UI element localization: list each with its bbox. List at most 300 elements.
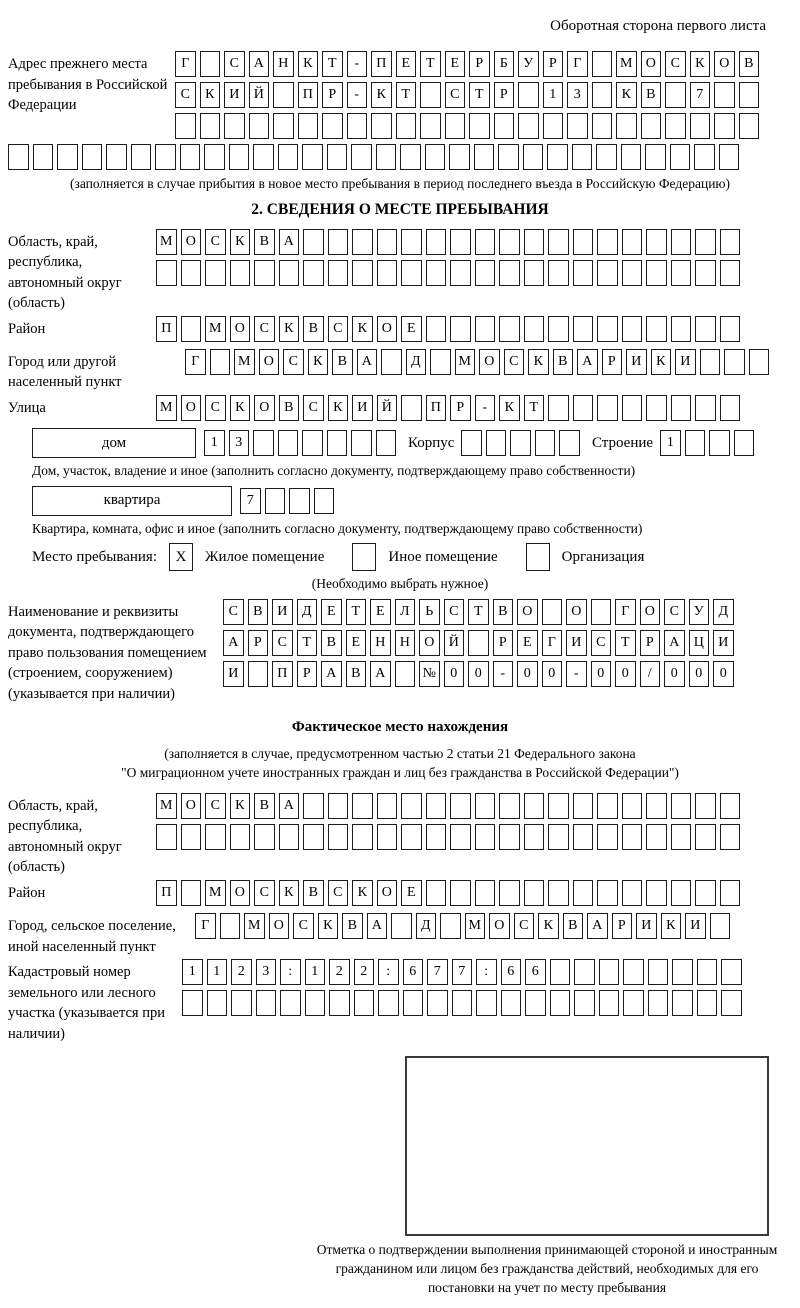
char-box[interactable] [220, 913, 241, 939]
char-box[interactable]: В [342, 913, 363, 939]
char-box[interactable]: М [156, 793, 177, 819]
char-box[interactable]: С [293, 913, 314, 939]
char-box[interactable] [273, 82, 294, 108]
char-box[interactable] [450, 260, 471, 286]
char-box[interactable] [592, 113, 613, 139]
char-box[interactable] [710, 913, 731, 939]
char-box[interactable] [377, 260, 398, 286]
char-box[interactable]: Г [542, 630, 563, 656]
char-box[interactable]: Р [602, 349, 623, 375]
char-box[interactable] [425, 144, 446, 170]
char-box[interactable]: О [230, 316, 251, 342]
char-box[interactable]: М [205, 316, 226, 342]
char-box[interactable] [695, 229, 716, 255]
char-box[interactable] [200, 113, 221, 139]
char-box[interactable] [697, 959, 718, 985]
char-box[interactable]: 1 [204, 430, 225, 456]
char-box[interactable] [524, 824, 545, 850]
char-box[interactable]: К [200, 82, 221, 108]
char-box[interactable]: В [303, 880, 324, 906]
char-box[interactable]: С [504, 349, 525, 375]
char-box[interactable] [724, 349, 745, 375]
char-box[interactable] [440, 913, 461, 939]
char-box[interactable] [354, 990, 375, 1016]
char-box[interactable] [180, 144, 201, 170]
char-box[interactable] [592, 51, 613, 77]
char-box[interactable]: О [254, 395, 275, 421]
char-box[interactable]: П [156, 316, 177, 342]
char-box[interactable] [426, 316, 447, 342]
char-box[interactable] [739, 113, 760, 139]
char-box[interactable] [430, 349, 451, 375]
char-box[interactable] [207, 990, 228, 1016]
char-box[interactable] [328, 824, 349, 850]
char-box[interactable] [573, 260, 594, 286]
char-box[interactable] [621, 144, 642, 170]
char-box[interactable] [645, 144, 666, 170]
char-box[interactable] [305, 990, 326, 1016]
char-box[interactable]: А [279, 229, 300, 255]
char-box[interactable]: А [223, 630, 244, 656]
char-box[interactable]: И [685, 913, 706, 939]
char-box[interactable]: М [465, 913, 486, 939]
char-box[interactable] [599, 959, 620, 985]
char-box[interactable]: С [328, 880, 349, 906]
char-box[interactable]: О [181, 793, 202, 819]
char-box[interactable] [671, 880, 692, 906]
char-box[interactable] [181, 880, 202, 906]
char-box[interactable] [596, 144, 617, 170]
char-box[interactable]: К [690, 51, 711, 77]
char-box[interactable]: В [641, 82, 662, 108]
char-box[interactable]: М [616, 51, 637, 77]
char-box[interactable] [499, 880, 520, 906]
char-box[interactable]: 0 [542, 661, 563, 687]
char-box[interactable]: 1 [182, 959, 203, 985]
char-box[interactable] [616, 113, 637, 139]
char-box[interactable] [426, 793, 447, 819]
char-box[interactable]: Р [469, 51, 490, 77]
char-box[interactable]: - [475, 395, 496, 421]
char-box[interactable] [474, 144, 495, 170]
char-box[interactable]: С [664, 599, 685, 625]
char-box[interactable] [646, 260, 667, 286]
char-box[interactable]: Й [377, 395, 398, 421]
char-box[interactable]: У [518, 51, 539, 77]
char-box[interactable] [709, 430, 730, 456]
char-box[interactable] [352, 793, 373, 819]
char-box[interactable]: Е [445, 51, 466, 77]
char-box[interactable] [131, 144, 152, 170]
char-box[interactable] [230, 260, 251, 286]
char-box[interactable]: № [419, 661, 440, 687]
char-box[interactable]: К [616, 82, 637, 108]
char-box[interactable] [204, 144, 225, 170]
char-box[interactable]: Р [322, 82, 343, 108]
char-box[interactable]: - [566, 661, 587, 687]
char-box[interactable] [494, 113, 515, 139]
char-box[interactable]: С [224, 51, 245, 77]
char-box[interactable] [499, 793, 520, 819]
char-box[interactable] [720, 824, 741, 850]
char-box[interactable] [427, 990, 448, 1016]
char-box[interactable]: Й [444, 630, 465, 656]
char-box[interactable] [256, 990, 277, 1016]
char-box[interactable]: В [346, 661, 367, 687]
char-box[interactable] [265, 488, 286, 514]
char-box[interactable]: 1 [543, 82, 564, 108]
char-box[interactable]: К [352, 880, 373, 906]
char-box[interactable] [289, 488, 310, 514]
char-box[interactable]: К [328, 395, 349, 421]
char-box[interactable] [524, 793, 545, 819]
char-box[interactable]: С [254, 880, 275, 906]
char-box[interactable]: Е [517, 630, 538, 656]
char-box[interactable]: Г [185, 349, 206, 375]
char-box[interactable]: О [377, 316, 398, 342]
char-box[interactable]: К [499, 395, 520, 421]
char-box[interactable] [720, 793, 741, 819]
char-box[interactable] [328, 793, 349, 819]
char-box[interactable]: Т [322, 51, 343, 77]
char-box[interactable] [648, 990, 669, 1016]
char-box[interactable] [573, 793, 594, 819]
char-box[interactable] [230, 824, 251, 850]
char-box[interactable]: В [321, 630, 342, 656]
char-box[interactable] [475, 880, 496, 906]
char-box[interactable] [352, 229, 373, 255]
char-box[interactable] [641, 113, 662, 139]
char-box[interactable] [352, 260, 373, 286]
char-box[interactable] [697, 990, 718, 1016]
char-box[interactable] [322, 113, 343, 139]
char-box[interactable] [721, 990, 742, 1016]
char-box[interactable]: О [640, 599, 661, 625]
char-box[interactable] [426, 229, 447, 255]
char-box[interactable]: М [244, 913, 265, 939]
char-box[interactable]: С [445, 82, 466, 108]
char-box[interactable] [327, 144, 348, 170]
char-box[interactable]: О [419, 630, 440, 656]
char-box[interactable]: А [664, 630, 685, 656]
char-box[interactable]: 6 [501, 959, 522, 985]
char-box[interactable]: С [444, 599, 465, 625]
char-box[interactable] [591, 599, 612, 625]
char-box[interactable]: С [514, 913, 535, 939]
char-box[interactable]: В [248, 599, 269, 625]
char-box[interactable]: : [280, 959, 301, 985]
char-box[interactable]: И [223, 661, 244, 687]
char-box[interactable] [734, 430, 755, 456]
char-box[interactable] [547, 144, 568, 170]
char-box[interactable]: К [230, 395, 251, 421]
char-box[interactable] [279, 824, 300, 850]
char-box[interactable]: 0 [591, 661, 612, 687]
char-box[interactable]: И [636, 913, 657, 939]
char-box[interactable]: К [279, 316, 300, 342]
char-box[interactable]: О [181, 395, 202, 421]
char-box[interactable] [548, 260, 569, 286]
char-box[interactable]: В [563, 913, 584, 939]
char-box[interactable] [450, 316, 471, 342]
char-box[interactable]: К [230, 793, 251, 819]
char-box[interactable]: 0 [444, 661, 465, 687]
char-box[interactable]: 3 [567, 82, 588, 108]
char-box[interactable]: О [259, 349, 280, 375]
char-box[interactable]: И [675, 349, 696, 375]
char-box[interactable] [524, 880, 545, 906]
char-box[interactable] [378, 990, 399, 1016]
char-box[interactable]: О [269, 913, 290, 939]
char-box[interactable]: С [175, 82, 196, 108]
char-box[interactable] [249, 113, 270, 139]
char-box[interactable] [273, 113, 294, 139]
char-box[interactable] [685, 430, 706, 456]
char-box[interactable] [535, 430, 556, 456]
char-box[interactable] [574, 959, 595, 985]
char-box[interactable] [548, 824, 569, 850]
char-box[interactable] [670, 144, 691, 170]
char-box[interactable]: 1 [660, 430, 681, 456]
char-box[interactable] [499, 229, 520, 255]
char-box[interactable] [720, 229, 741, 255]
char-box[interactable] [739, 82, 760, 108]
char-box[interactable]: К [661, 913, 682, 939]
char-box[interactable]: - [493, 661, 514, 687]
char-box[interactable] [475, 229, 496, 255]
char-box[interactable]: К [318, 913, 339, 939]
char-box[interactable] [278, 430, 299, 456]
char-box[interactable]: С [283, 349, 304, 375]
char-box[interactable]: Н [395, 630, 416, 656]
char-box[interactable] [646, 880, 667, 906]
char-box[interactable]: Р [543, 51, 564, 77]
char-box[interactable]: 0 [615, 661, 636, 687]
char-box[interactable] [671, 395, 692, 421]
char-box[interactable]: 7 [427, 959, 448, 985]
char-box[interactable] [599, 990, 620, 1016]
char-box[interactable]: 2 [329, 959, 350, 985]
char-box[interactable]: П [371, 51, 392, 77]
char-box[interactable]: 2 [231, 959, 252, 985]
char-box[interactable]: М [156, 229, 177, 255]
char-box[interactable] [542, 599, 563, 625]
char-box[interactable] [352, 824, 373, 850]
char-box[interactable] [475, 824, 496, 850]
char-box[interactable] [567, 113, 588, 139]
char-box[interactable] [592, 82, 613, 108]
char-box[interactable]: Т [297, 630, 318, 656]
char-box[interactable]: О [566, 599, 587, 625]
char-box[interactable] [646, 229, 667, 255]
char-box[interactable] [597, 260, 618, 286]
char-box[interactable] [420, 82, 441, 108]
char-box[interactable]: У [689, 599, 710, 625]
char-box[interactable]: К [308, 349, 329, 375]
char-box[interactable]: Ь [419, 599, 440, 625]
char-box[interactable]: Р [640, 630, 661, 656]
char-box[interactable] [106, 144, 127, 170]
char-box[interactable]: 0 [468, 661, 489, 687]
char-box[interactable]: 0 [664, 661, 685, 687]
char-box[interactable] [475, 260, 496, 286]
char-box[interactable] [205, 824, 226, 850]
char-box[interactable] [279, 260, 300, 286]
char-box[interactable]: 0 [689, 661, 710, 687]
char-box[interactable] [401, 229, 422, 255]
char-box[interactable]: А [321, 661, 342, 687]
char-box[interactable] [486, 430, 507, 456]
char-box[interactable]: О [714, 51, 735, 77]
char-box[interactable]: В [254, 229, 275, 255]
char-box[interactable]: П [156, 880, 177, 906]
char-box[interactable]: С [272, 630, 293, 656]
char-box[interactable] [695, 793, 716, 819]
char-box[interactable] [665, 82, 686, 108]
char-box[interactable] [254, 824, 275, 850]
char-box[interactable]: С [665, 51, 686, 77]
char-box[interactable]: 1 [305, 959, 326, 985]
char-box[interactable]: К [371, 82, 392, 108]
char-box[interactable] [420, 113, 441, 139]
char-box[interactable] [548, 793, 569, 819]
char-box[interactable]: К [279, 880, 300, 906]
char-box[interactable] [572, 144, 593, 170]
char-box[interactable] [229, 144, 250, 170]
char-box[interactable]: С [223, 599, 244, 625]
char-box[interactable] [523, 144, 544, 170]
char-box[interactable]: : [476, 959, 497, 985]
char-box[interactable]: Е [401, 880, 422, 906]
char-box[interactable] [646, 824, 667, 850]
char-box[interactable] [328, 260, 349, 286]
char-box[interactable] [665, 113, 686, 139]
char-box[interactable] [445, 113, 466, 139]
char-box[interactable]: И [626, 349, 647, 375]
char-box[interactable]: С [205, 793, 226, 819]
char-box[interactable] [314, 488, 335, 514]
checkbox-other-premises[interactable] [352, 543, 376, 571]
char-box[interactable] [573, 880, 594, 906]
char-box[interactable] [476, 990, 497, 1016]
char-box[interactable] [714, 82, 735, 108]
char-box[interactable]: 0 [517, 661, 538, 687]
char-box[interactable] [303, 824, 324, 850]
char-box[interactable] [475, 793, 496, 819]
char-box[interactable] [403, 990, 424, 1016]
char-box[interactable]: М [234, 349, 255, 375]
char-box[interactable] [327, 430, 348, 456]
char-box[interactable] [182, 990, 203, 1016]
char-box[interactable] [548, 229, 569, 255]
char-box[interactable] [623, 990, 644, 1016]
char-box[interactable]: 6 [403, 959, 424, 985]
char-box[interactable]: С [254, 316, 275, 342]
char-box[interactable] [622, 395, 643, 421]
char-box[interactable] [672, 990, 693, 1016]
char-box[interactable]: С [591, 630, 612, 656]
char-box[interactable] [525, 990, 546, 1016]
char-box[interactable] [510, 430, 531, 456]
char-box[interactable]: Т [524, 395, 545, 421]
char-box[interactable] [328, 229, 349, 255]
char-box[interactable] [499, 316, 520, 342]
char-box[interactable]: В [303, 316, 324, 342]
char-box[interactable]: Е [396, 51, 417, 77]
char-box[interactable]: 1 [207, 959, 228, 985]
char-box[interactable] [548, 880, 569, 906]
char-box[interactable] [254, 260, 275, 286]
char-box[interactable]: Р [493, 630, 514, 656]
char-box[interactable]: С [205, 395, 226, 421]
char-box[interactable] [671, 229, 692, 255]
char-box[interactable]: В [279, 395, 300, 421]
char-box[interactable]: Г [615, 599, 636, 625]
char-box[interactable] [720, 260, 741, 286]
char-box[interactable]: Г [567, 51, 588, 77]
char-box[interactable] [449, 144, 470, 170]
char-box[interactable] [224, 113, 245, 139]
char-box[interactable] [351, 144, 372, 170]
char-box[interactable] [597, 880, 618, 906]
char-box[interactable] [597, 824, 618, 850]
char-box[interactable] [450, 793, 471, 819]
char-box[interactable] [205, 260, 226, 286]
char-box[interactable] [695, 316, 716, 342]
char-box[interactable] [672, 959, 693, 985]
char-box[interactable]: Р [494, 82, 515, 108]
char-box[interactable] [622, 260, 643, 286]
char-box[interactable] [181, 824, 202, 850]
char-box[interactable]: А [370, 661, 391, 687]
char-box[interactable] [524, 229, 545, 255]
char-box[interactable]: Д [713, 599, 734, 625]
char-box[interactable] [543, 113, 564, 139]
char-box[interactable] [622, 880, 643, 906]
char-box[interactable]: Е [346, 630, 367, 656]
char-box[interactable] [671, 316, 692, 342]
char-box[interactable] [377, 229, 398, 255]
char-box[interactable] [695, 824, 716, 850]
char-box[interactable]: Т [469, 82, 490, 108]
char-box[interactable]: Т [615, 630, 636, 656]
char-box[interactable] [401, 260, 422, 286]
char-box[interactable] [573, 229, 594, 255]
char-box[interactable]: О [517, 599, 538, 625]
char-box[interactable]: И [713, 630, 734, 656]
char-box[interactable] [719, 144, 740, 170]
char-box[interactable] [391, 913, 412, 939]
char-box[interactable]: М [455, 349, 476, 375]
char-box[interactable]: В [553, 349, 574, 375]
char-box[interactable]: К [651, 349, 672, 375]
char-box[interactable]: Р [297, 661, 318, 687]
char-box[interactable] [550, 959, 571, 985]
char-box[interactable] [573, 395, 594, 421]
char-box[interactable] [303, 260, 324, 286]
char-box[interactable]: К [528, 349, 549, 375]
char-box[interactable] [671, 793, 692, 819]
char-box[interactable]: Т [346, 599, 367, 625]
char-box[interactable] [574, 990, 595, 1016]
char-box[interactable]: 0 [713, 661, 734, 687]
char-box[interactable] [648, 959, 669, 985]
char-box[interactable] [700, 349, 721, 375]
char-box[interactable] [695, 395, 716, 421]
char-box[interactable]: Е [370, 599, 391, 625]
char-box[interactable] [450, 824, 471, 850]
char-box[interactable]: О [489, 913, 510, 939]
